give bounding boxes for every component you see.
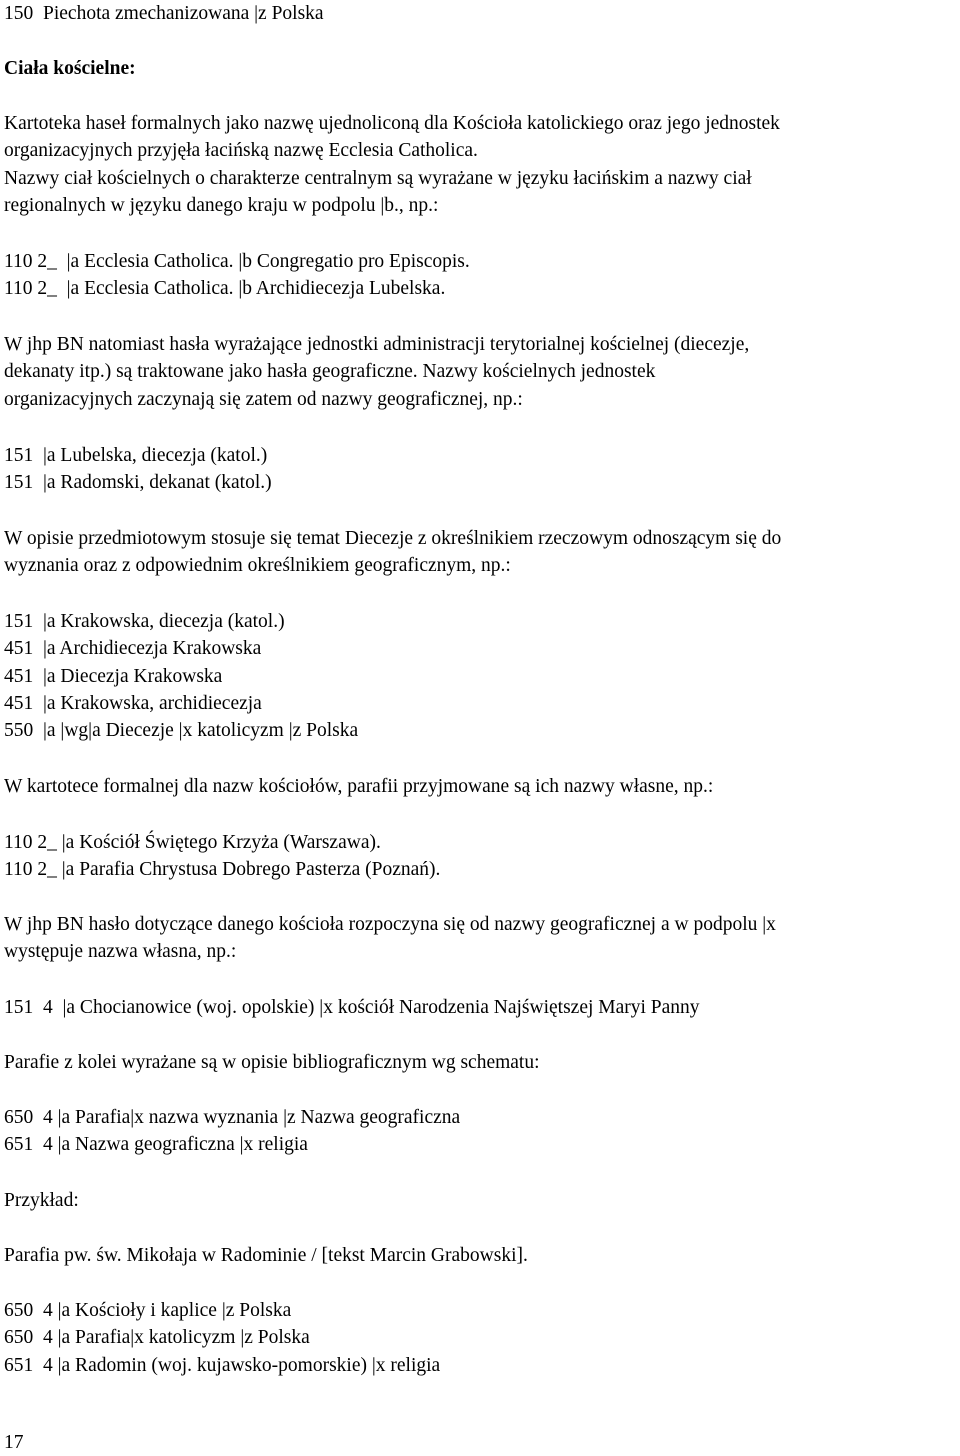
example-block — [4, 248, 470, 303]
paragraph-line: organizacyjnych przyjęła łacińską nazwę Ecclesia Catholica. — [4, 140, 478, 162]
marc-field-line: 451 |a Diecezja Krakowska — [4, 665, 223, 687]
paragraph-territorial — [4, 331, 749, 413]
paragraph-line: W jhp BN hasło dotyczące danego kościoła rozpoczyna się od nazwy geograficznej a w podpolu |x — [4, 914, 776, 935]
marc-field-line: 650 4 |a Parafia|x nazwa wyznania |z Nazwa geograficzna — [4, 1107, 461, 1128]
page-number: 17 — [4, 1432, 24, 1453]
example-block — [4, 442, 272, 497]
paragraph-church-heading — [4, 911, 776, 966]
marc-field-line: 151 4 |a Chocianowice (woj. opolskie) |x kościół Narodzenia Najświętszej Maryi Panny — [4, 997, 700, 1018]
paragraph-line: organizacyjnych zaczynają się zatem od nazwy geograficznej, np.: — [4, 388, 523, 410]
marc-field-line: 451 |a Krakowska, archidiecezja — [4, 692, 262, 714]
marc-field-line: 151 |a Radomski, dekanat (katol.) — [4, 472, 272, 494]
paragraph-line: występuje nazwa własna, np.: — [4, 941, 237, 963]
example-block — [4, 829, 440, 884]
marc-field-line: 650 4 |a Parafia|x katolicyzm |z Polska — [4, 1327, 310, 1349]
paragraph-line: dekanaty itp.) są traktowane jako hasła geograficzne. Nazwy kościelnych jednostek — [4, 361, 656, 383]
marc-field-line: 550 |a |wg|a Diecezje |x katolicyzm |z Polska — [4, 720, 359, 742]
paragraph-line: wyznania oraz z odpowiednim określnikiem geograficznym, np.: — [4, 555, 511, 577]
example-block — [4, 608, 358, 744]
marc-field-line: 110 2_ |a Parafia Chrystusa Dobrego Pasterza (Poznań). — [4, 859, 441, 881]
paragraph-churches: W kartotece formalnej dla nazw kościołów, parafii przyjmowane są ich nazwy własne, np.: — [4, 776, 714, 797]
paragraph-line: Nazwy ciał kościelnych o charakterze centralnym są wyrażane w języku łacińskim a nazwy ciał — [4, 167, 752, 189]
marc-field-line: 110 2_ |a Ecclesia Catholica. |b Congregatio pro Episcopis. — [4, 251, 470, 272]
marc-field-line: 451 |a Archidiecezja Krakowska — [4, 638, 262, 660]
marc-field-line: 650 4 |a Kościoły i kaplice |z Polska — [4, 1300, 292, 1321]
section-title: Ciała kościelne: — [4, 58, 136, 79]
paragraph-line: regionalnych w języku danego kraju w podpolu |b., np.: — [4, 194, 439, 216]
heading-line: 150 Piechota zmechanizowana |z Polska — [4, 3, 324, 24]
example-block — [4, 1297, 440, 1379]
example-block — [4, 1104, 460, 1159]
paragraph-line: W jhp BN natomiast hasła wyrażające jednostki administracji terytorialnej kościelnej (diecezje, — [4, 334, 750, 355]
marc-field-line: 651 4 |a Radomin (woj. kujawsko-pomorskie) |x religia — [4, 1354, 441, 1376]
marc-field-line: 151 |a Lubelska, diecezja (katol.) — [4, 445, 268, 466]
paragraph-parishes: Parafie z kolei wyrażane są w opisie bibliograficznym wg schematu: — [4, 1052, 540, 1073]
paragraph-intro — [4, 110, 780, 219]
marc-field-line: 110 2_ |a Kościół Świętego Krzyża (Warszawa). — [4, 832, 381, 853]
marc-field-line: 651 4 |a Nazwa geograficzna |x religia — [4, 1134, 308, 1156]
paragraph-line: W opisie przedmiotowym stosuje się temat Diecezje z określnikiem rzeczowym odnoszącym się do — [4, 528, 782, 549]
paragraph-line: Kartoteka haseł formalnych jako nazwę ujednoliconą dla Kościoła katolickiego oraz jego jednostek — [4, 113, 780, 134]
marc-field-line: 110 2_ |a Ecclesia Catholica. |b Archidiecezja Lubelska. — [4, 278, 446, 300]
example-label: Przykład: — [4, 1190, 79, 1211]
example-title: Parafia pw. św. Mikołaja w Radominie / [tekst Marcin Grabowski]. — [4, 1245, 528, 1266]
paragraph-subject — [4, 525, 781, 580]
marc-field-line: 151 |a Krakowska, diecezja (katol.) — [4, 611, 285, 632]
